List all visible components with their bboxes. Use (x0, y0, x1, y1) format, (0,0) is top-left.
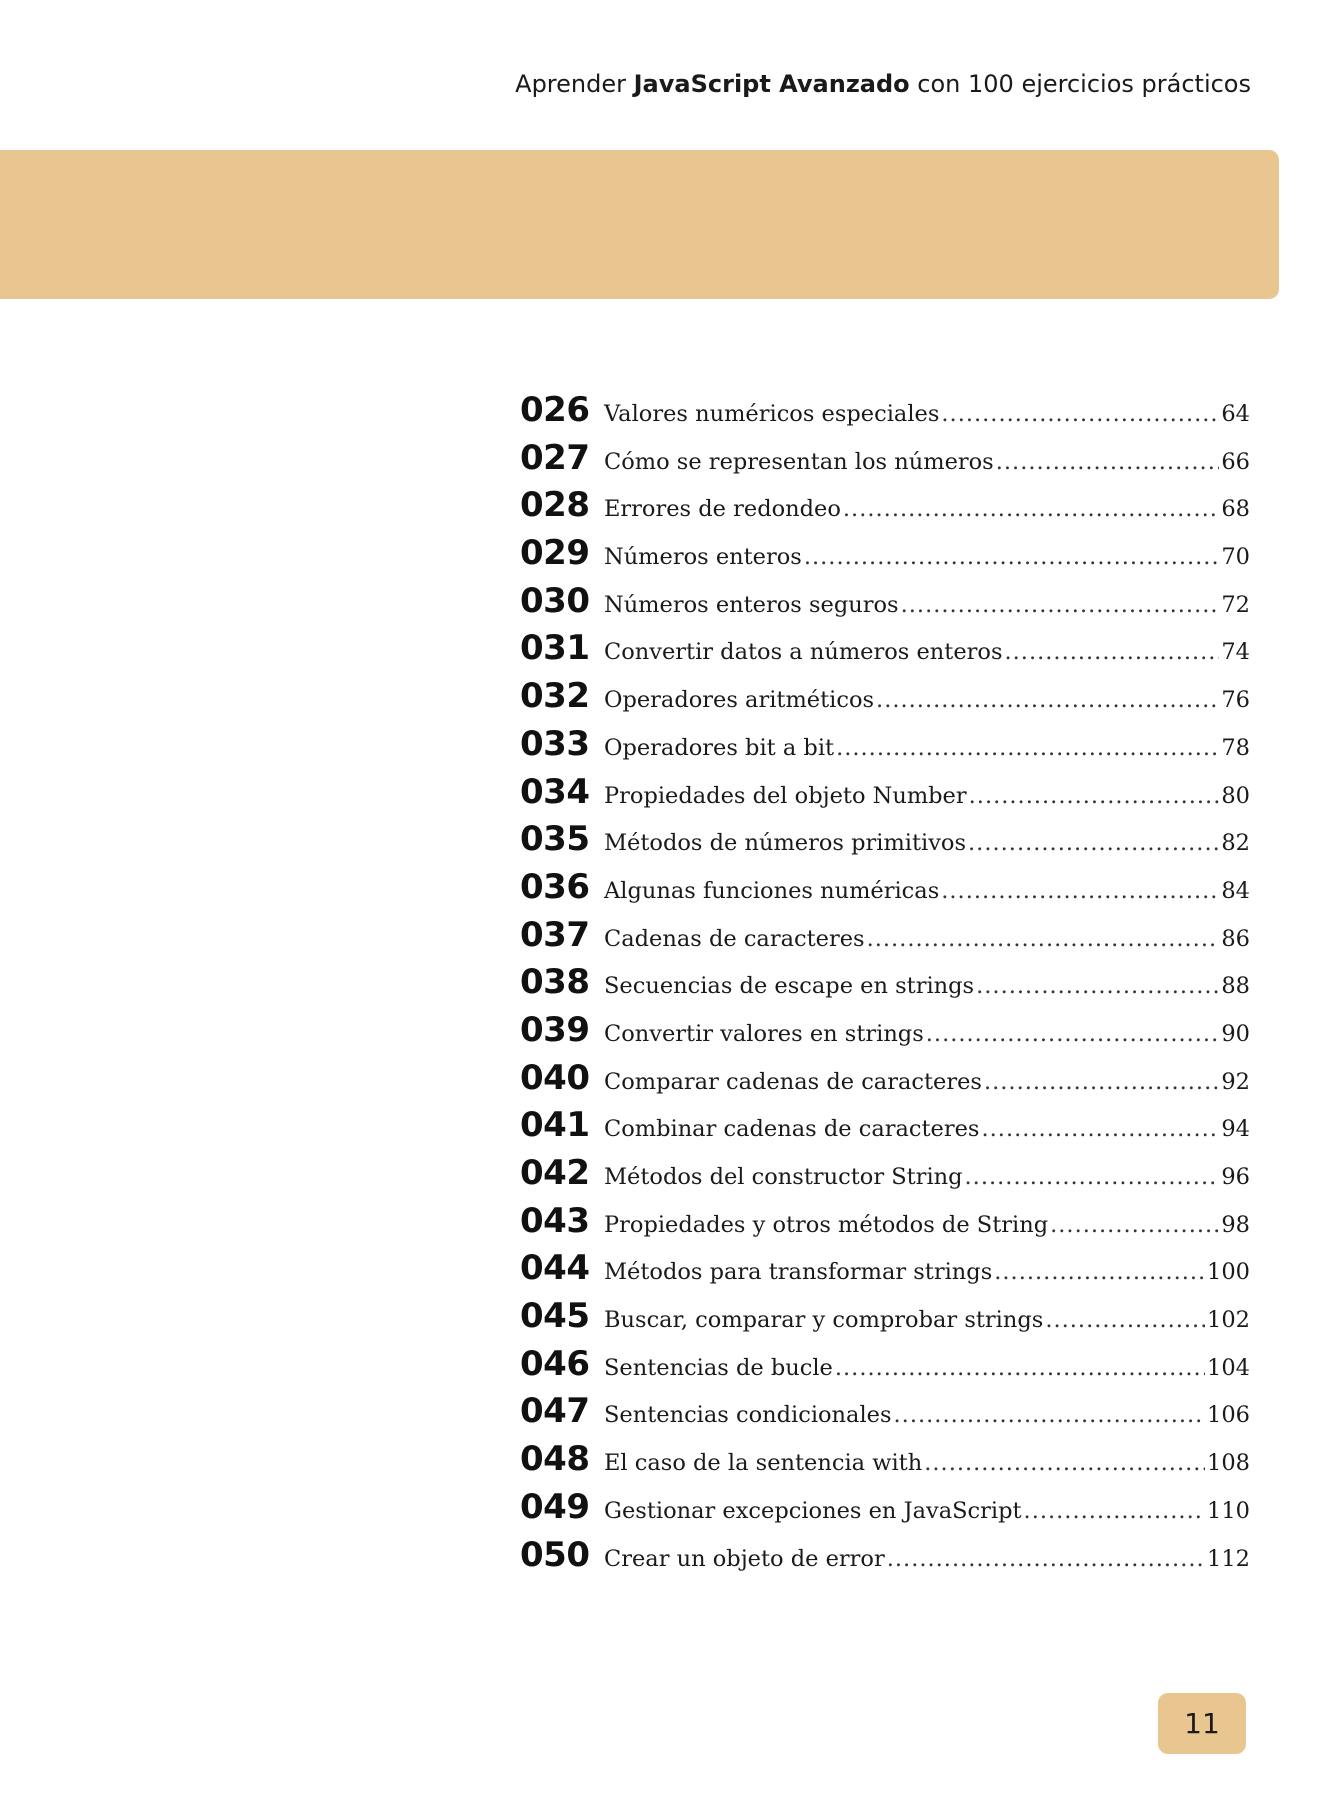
toc-entry-number: 034 (520, 771, 590, 812)
toc-entry-number: 029 (520, 533, 590, 574)
toc-entry-number: 032 (520, 676, 590, 717)
toc-entry-line (604, 687, 1250, 713)
toc-entry-line (604, 1212, 1250, 1238)
toc-entry-title: Combinar cadenas de caracteres (604, 1116, 980, 1143)
toc-entry-page: 64 (1221, 401, 1250, 427)
toc-dot-leader (836, 735, 1219, 761)
toc-entry-line (604, 1116, 1250, 1142)
toc-dot-leader (941, 878, 1219, 904)
toc-dot-leader (968, 830, 1219, 856)
toc-entry-page: 74 (1221, 639, 1250, 666)
toc-entry-page: 92 (1221, 1068, 1250, 1095)
toc-entry[interactable] (520, 1248, 1250, 1296)
toc-dot-leader (976, 973, 1219, 999)
toc-entry-page: 70 (1221, 544, 1250, 571)
toc-entry[interactable] (520, 1058, 1250, 1106)
toc-entry-page: 94 (1221, 1116, 1250, 1143)
toc-entry-line (604, 783, 1250, 809)
toc-entry[interactable] (520, 1201, 1250, 1249)
toc-entry-page: 80 (1221, 782, 1250, 809)
toc-entry-line (604, 544, 1250, 570)
toc-entry-number: 027 (520, 437, 590, 478)
toc-entry[interactable] (520, 772, 1250, 820)
toc-dot-leader (981, 1116, 1219, 1142)
toc-entry-page: 66 (1221, 448, 1250, 475)
toc-entry-title: Propiedades y otros métodos de String (604, 1211, 1049, 1238)
toc-entry-line (604, 639, 1250, 665)
toc-dot-leader (867, 926, 1220, 952)
toc-entry-line (604, 1164, 1250, 1190)
toc-entry-line (604, 1307, 1250, 1333)
toc-entry-page: 76 (1221, 687, 1250, 714)
toc-entry-title: Números enteros (604, 544, 802, 571)
toc-dot-leader (894, 1402, 1206, 1428)
toc-dot-leader (901, 592, 1220, 618)
toc-entry-line (604, 1450, 1250, 1476)
toc-entry-line (604, 1546, 1250, 1572)
toc-entry-number: 041 (520, 1105, 590, 1146)
toc-entry[interactable] (520, 1535, 1250, 1583)
toc-entry-title: Operadores aritméticos (604, 687, 875, 714)
toc-entry-page: 84 (1221, 877, 1250, 904)
toc-entry-page: 86 (1221, 925, 1250, 952)
toc-entry-number: 049 (520, 1486, 590, 1527)
toc-entry-number: 035 (520, 819, 590, 860)
toc-dot-leader (1045, 1307, 1205, 1333)
toc-dot-leader (804, 544, 1220, 570)
toc-entry-line (604, 926, 1250, 952)
toc-entry-title: Cadenas de caracteres (604, 925, 865, 952)
toc-entry-page: 90 (1221, 1020, 1250, 1047)
toc-entry-number: 045 (520, 1296, 590, 1337)
toc-entry-title: Propiedades del objeto Number (604, 782, 967, 809)
toc-entry-number: 048 (520, 1439, 590, 1480)
toc-entry-title: Convertir valores en strings (604, 1020, 924, 1047)
toc-entry-page: 98 (1221, 1211, 1250, 1238)
toc-entry-number: 047 (520, 1391, 590, 1432)
toc-entry-line (604, 1021, 1250, 1047)
toc-entry-title: Crear un objeto de error (604, 1545, 885, 1572)
toc-entry-line (604, 496, 1250, 522)
toc-entry[interactable] (520, 819, 1250, 867)
header-banner (0, 150, 1279, 299)
toc-entry-line (604, 830, 1250, 856)
toc-entry-page: 110 (1207, 1497, 1250, 1524)
toc-entry-number: 036 (520, 866, 590, 907)
running-header (515, 70, 1251, 98)
toc-entry-line (604, 592, 1250, 618)
toc-entry-number: 042 (520, 1153, 590, 1193)
toc-entry-title: Sentencias de bucle (604, 1354, 833, 1381)
toc-entry-page: 72 (1221, 591, 1250, 618)
toc-entry-title: Valores numéricos especiales (604, 401, 940, 427)
page-number: 11 (1184, 1707, 1220, 1740)
book-title-bold: JavaScript Avanzado (633, 70, 910, 98)
toc-entry-title: Números enteros seguros (604, 591, 899, 618)
toc-dot-leader (926, 1021, 1220, 1047)
toc-dot-leader (941, 401, 1219, 427)
toc-entry-page: 68 (1221, 496, 1250, 523)
toc-entry-title: El caso de la sentencia with (604, 1450, 923, 1477)
toc-entry-page: 108 (1207, 1450, 1250, 1477)
toc-entry-line (604, 1498, 1250, 1524)
toc-entry-number: 026 (520, 390, 590, 430)
toc-entry[interactable] (520, 867, 1250, 915)
toc-entry-number: 044 (520, 1248, 590, 1289)
header-prefix: Aprender (515, 70, 634, 98)
toc-entry-page: 112 (1207, 1545, 1250, 1572)
toc-entry[interactable] (520, 1344, 1250, 1392)
toc-entry-line (604, 1355, 1250, 1381)
toc-entry-line (604, 878, 1250, 904)
toc-dot-leader (1005, 639, 1220, 665)
toc-entry-title: Buscar, comparar y comprobar strings (604, 1307, 1044, 1334)
toc-entry-title: Secuencias de escape en strings (604, 973, 975, 1000)
toc-entry-line (604, 449, 1250, 475)
toc-entry-line (604, 1259, 1250, 1285)
toc-entry-title: Métodos del constructor String (604, 1164, 963, 1190)
toc-entry-line (604, 1069, 1250, 1095)
toc-entry[interactable] (520, 1153, 1250, 1201)
toc-entry-page: 104 (1207, 1354, 1250, 1381)
toc-entry-page: 102 (1207, 1307, 1250, 1334)
toc-entry-line (604, 735, 1250, 761)
toc-entry-title: Convertir datos a números enteros (604, 639, 1003, 666)
toc-entry-title: Errores de redondeo (604, 496, 841, 523)
toc-entry-line (604, 973, 1250, 999)
toc-entry-title: Métodos para transformar strings (604, 1259, 993, 1286)
toc-entry[interactable] (520, 1296, 1250, 1344)
toc-entry-title: Métodos de números primitivos (604, 830, 967, 857)
toc-dot-leader (1024, 1498, 1206, 1524)
toc-entry-page: 82 (1221, 830, 1250, 857)
toc-dot-leader (969, 783, 1220, 809)
toc-entry[interactable] (520, 1487, 1250, 1535)
toc-entry[interactable] (520, 724, 1250, 772)
toc-dot-leader (876, 687, 1219, 713)
toc-entry-page: 96 (1221, 1164, 1250, 1190)
toc-entry-line (604, 1402, 1250, 1428)
toc-entry[interactable] (520, 438, 1250, 486)
toc-entry[interactable] (520, 962, 1250, 1010)
toc-entry[interactable] (520, 628, 1250, 676)
toc-dot-leader (924, 1450, 1205, 1476)
toc-entry-page: 88 (1221, 973, 1250, 1000)
toc-entry[interactable] (520, 1105, 1250, 1153)
toc-entry-number: 050 (520, 1534, 590, 1575)
header-suffix: con 100 ejercicios prácticos (909, 70, 1251, 98)
toc-entry[interactable] (520, 485, 1250, 533)
toc-entry-number: 033 (520, 723, 590, 764)
toc-entry-title: Sentencias condicionales (604, 1402, 892, 1429)
toc-entry-number: 037 (520, 914, 590, 955)
toc-entry[interactable] (520, 533, 1250, 581)
toc-dot-leader (994, 1259, 1205, 1285)
toc-entry[interactable] (520, 1391, 1250, 1439)
toc-entry-number: 040 (520, 1057, 590, 1098)
toc-entry-page: 78 (1221, 734, 1250, 761)
page-number-badge (1158, 1693, 1246, 1754)
toc-dot-leader (1050, 1212, 1219, 1238)
toc-dot-leader (984, 1069, 1219, 1095)
toc-entry-line (604, 401, 1250, 427)
toc-entry-number: 046 (520, 1343, 590, 1384)
toc-entry-number: 039 (520, 1009, 590, 1050)
toc-dot-leader (835, 1355, 1205, 1381)
toc-entry[interactable] (520, 581, 1250, 629)
toc-entry-number: 031 (520, 628, 590, 669)
toc-entry-title: Operadores bit a bit (604, 734, 835, 761)
toc-entry-title: Algunas funciones numéricas (604, 877, 940, 904)
toc-entry[interactable] (520, 676, 1250, 724)
toc-entry[interactable] (520, 390, 1250, 438)
toc-entry-title: Cómo se representan los números (604, 448, 994, 475)
toc-entry-number: 043 (520, 1200, 590, 1241)
toc-entry[interactable] (520, 915, 1250, 963)
toc-dot-leader (996, 449, 1220, 475)
toc-entry-title: Comparar cadenas de caracteres (604, 1068, 982, 1095)
toc-entry-title: Gestionar excepciones en JavaScript (604, 1497, 1022, 1524)
toc-dot-leader (965, 1164, 1220, 1190)
toc-entry-number: 038 (520, 962, 590, 1003)
toc-dot-leader (843, 496, 1219, 522)
toc-dot-leader (887, 1546, 1205, 1572)
toc-entry-number: 028 (520, 485, 590, 526)
table-of-contents (520, 390, 1250, 1582)
toc-entry[interactable] (520, 1439, 1250, 1487)
toc-entry-page: 106 (1207, 1402, 1250, 1429)
toc-entry-page: 100 (1207, 1259, 1250, 1286)
toc-entry-number: 030 (520, 580, 590, 621)
toc-entry[interactable] (520, 1010, 1250, 1058)
